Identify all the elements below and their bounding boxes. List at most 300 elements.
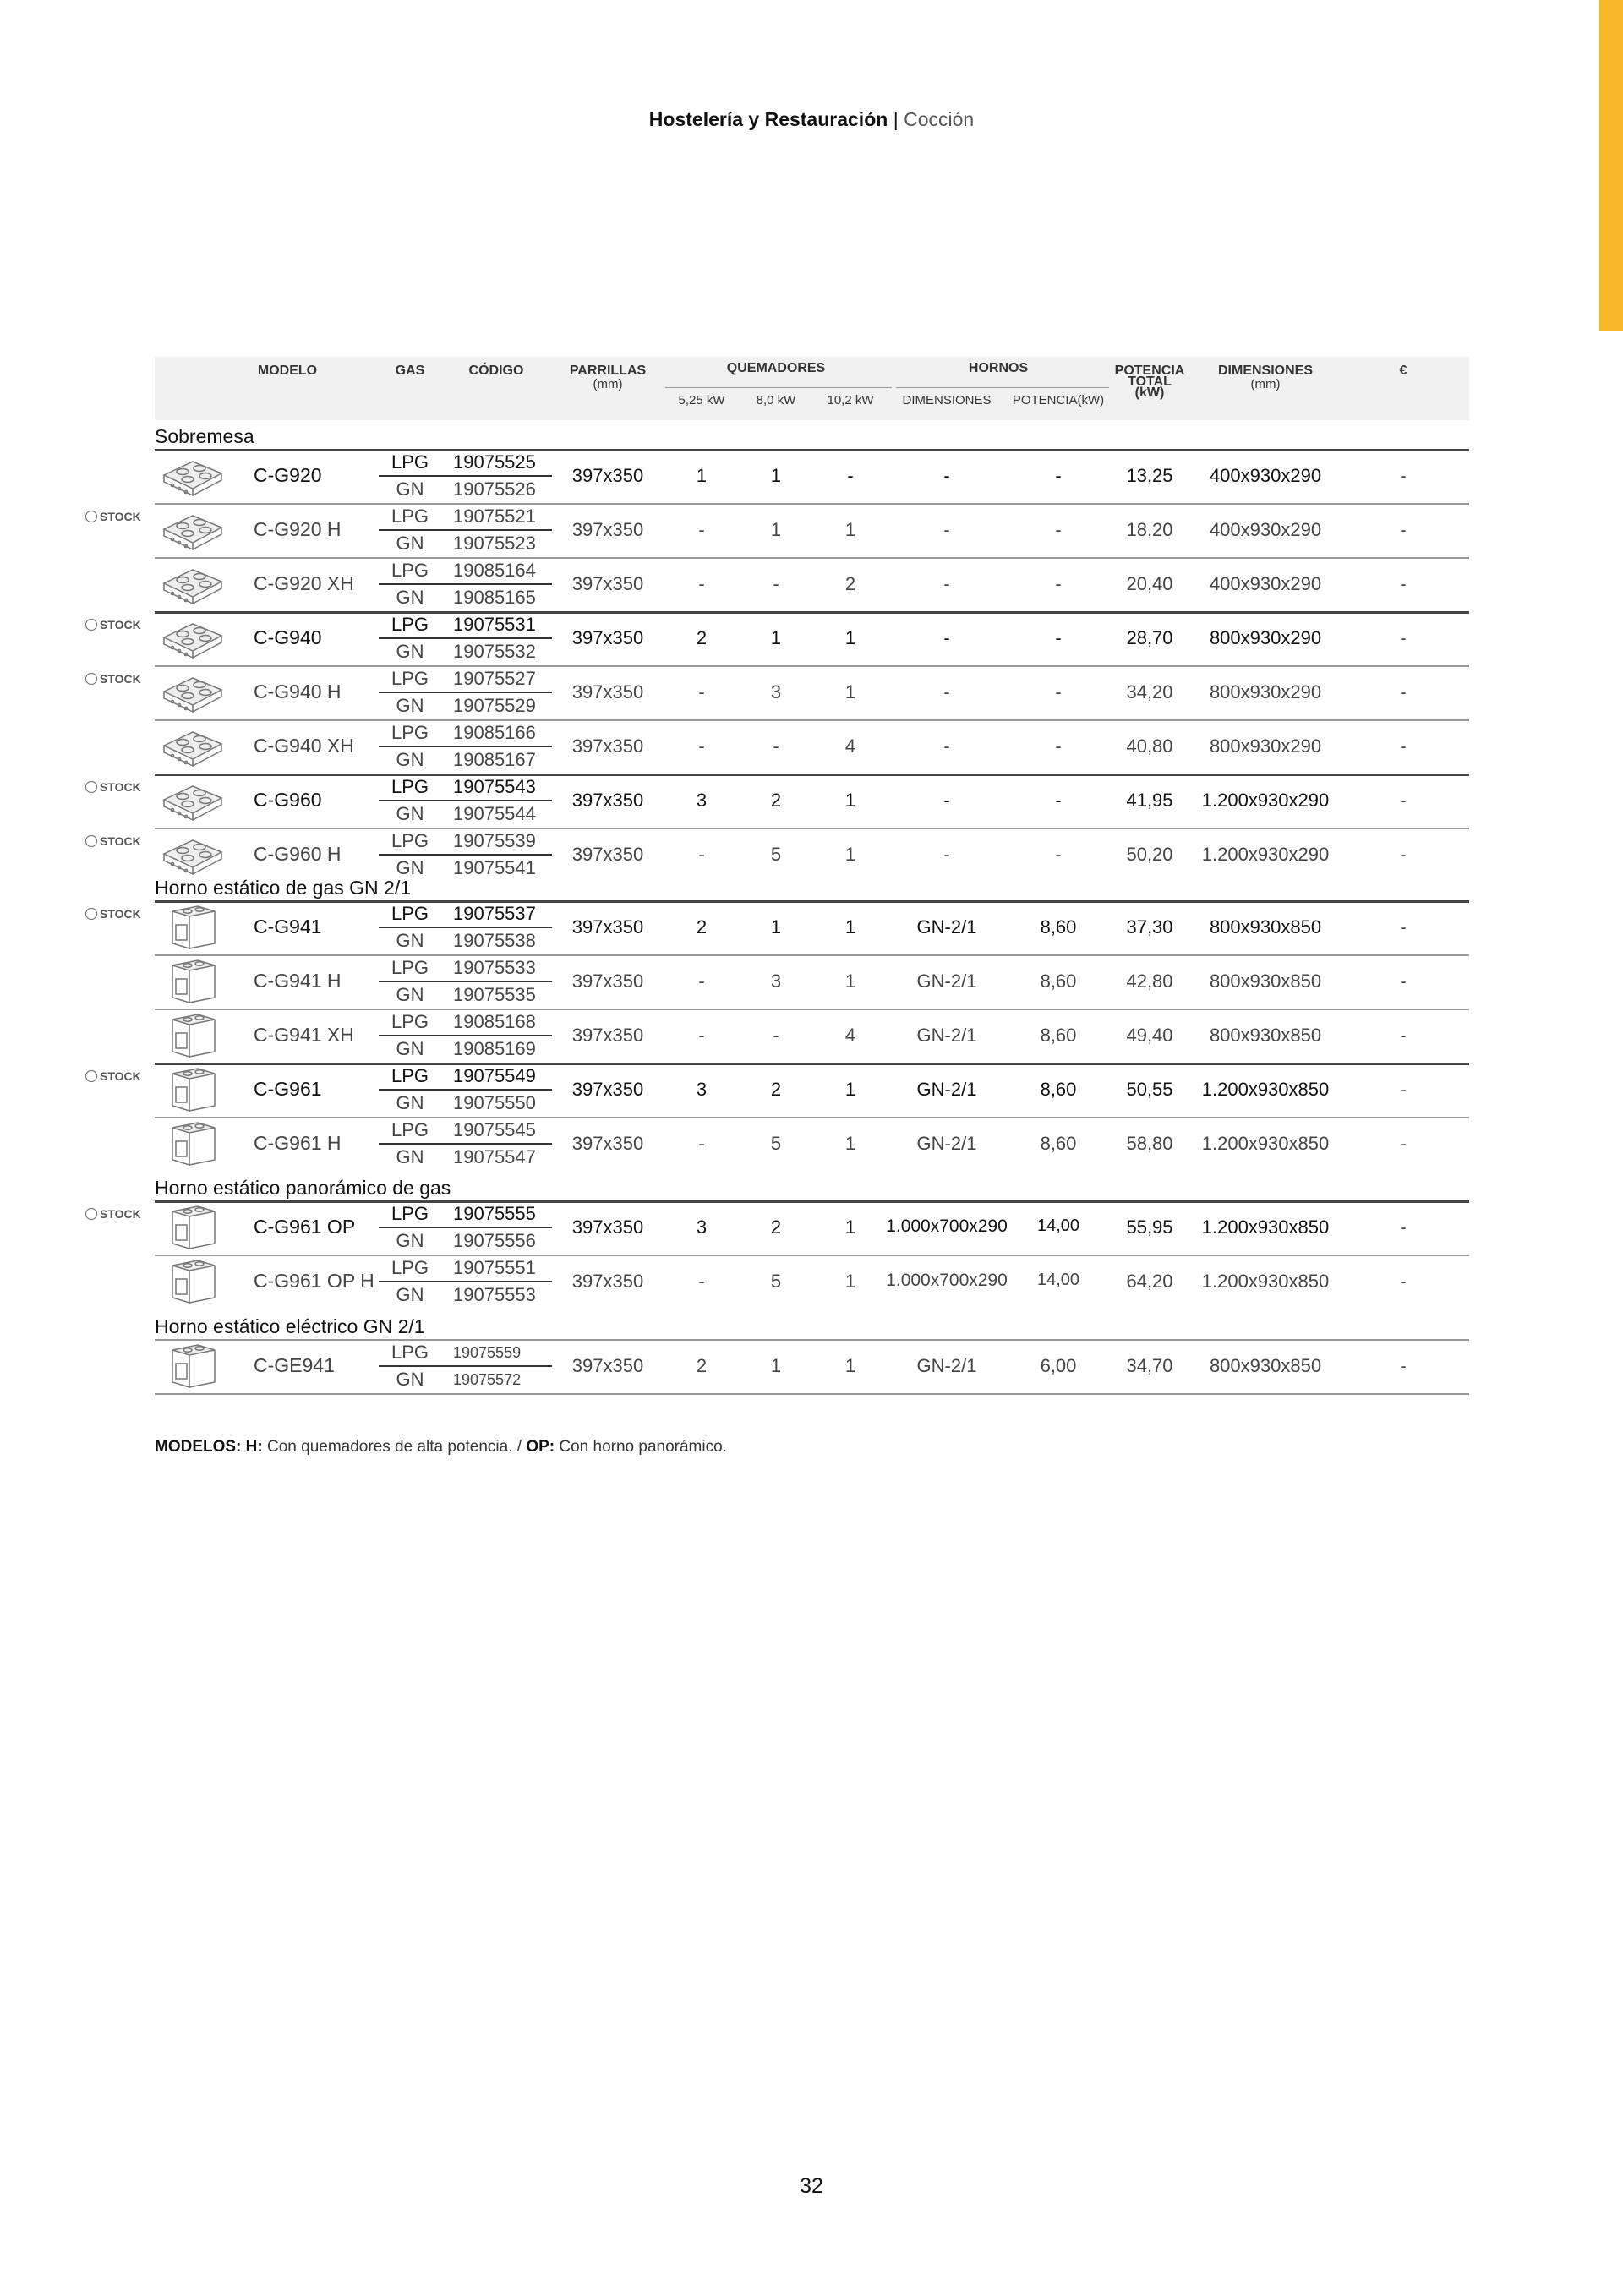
header-section: Hostelería y Restauración	[648, 108, 888, 130]
burner-525: 1	[696, 465, 708, 486]
oven-power: 6,00	[1040, 1355, 1077, 1376]
gas-type: LPG	[391, 668, 429, 689]
page-header	[0, 108, 1623, 131]
stock-label: STOCK	[100, 1207, 141, 1221]
total-power: 20,40	[1126, 573, 1173, 594]
price: -	[1400, 916, 1407, 938]
accent-tab	[1599, 0, 1623, 331]
product-code: 19085166	[453, 722, 536, 743]
gas-type: LPG	[391, 506, 429, 527]
burner-102: -	[847, 465, 854, 486]
product-image	[159, 1205, 227, 1250]
stock-label: STOCK	[100, 618, 141, 631]
footnote-op-text: Con horno panorámico.	[555, 1438, 727, 1456]
gas-type: LPG	[391, 830, 429, 851]
burner-102: 1	[844, 1271, 856, 1292]
dimensions: 1.200x930x290	[1201, 844, 1330, 865]
model-name: C-G920 XH	[254, 572, 354, 594]
burner-80: 3	[770, 681, 782, 702]
gas-type: GN	[396, 1038, 424, 1059]
total-power: 50,55	[1126, 1079, 1173, 1100]
gas-divider	[379, 981, 552, 982]
stock-label: STOCK	[100, 1069, 141, 1083]
footnote-label: MODELOS:	[155, 1438, 242, 1456]
product-image	[159, 724, 227, 769]
dimensions: 800x930x850	[1209, 916, 1322, 938]
col-model: MODELO	[257, 364, 318, 378]
gas-divider	[379, 1035, 552, 1036]
stock-badge	[85, 834, 141, 848]
product-code: 19075551	[453, 1257, 536, 1278]
oven-power: -	[1055, 465, 1062, 486]
product-code: 19075553	[453, 1284, 536, 1305]
stock-badge	[85, 1069, 141, 1083]
header-separator: |	[888, 108, 904, 130]
burner-80: -	[773, 1025, 779, 1046]
stock-badge	[85, 1207, 141, 1221]
model-name: C-G920	[254, 464, 322, 486]
burner-525: -	[698, 519, 705, 540]
row-divider	[155, 1063, 1469, 1065]
model-name: C-G940 XH	[254, 735, 354, 757]
col-power-3: (kW)	[1134, 385, 1165, 400]
oven-dimensions: GN-2/1	[916, 1133, 977, 1154]
total-power: 40,80	[1126, 735, 1173, 757]
check-icon	[85, 1208, 97, 1220]
product-code: 19075539	[453, 830, 536, 851]
row-divider	[155, 1200, 1469, 1203]
grill-size: 397x350	[571, 627, 644, 648]
price: -	[1400, 790, 1407, 811]
product-code: 19075521	[453, 506, 536, 527]
burner-80: 3	[770, 970, 782, 992]
gas-type: LPG	[391, 614, 429, 635]
col-oven-dim: DIMENSIONES	[902, 393, 992, 407]
dimensions: 800x930x850	[1209, 1355, 1322, 1376]
dimensions: 800x930x290	[1209, 627, 1322, 648]
ovens-divider	[896, 387, 1109, 388]
model-name: C-G960 H	[254, 843, 342, 865]
dimensions: 800x930x290	[1209, 735, 1322, 757]
gas-type: GN	[396, 1146, 424, 1167]
product-code: 19075545	[453, 1119, 536, 1140]
burner-525: -	[698, 573, 705, 594]
price: -	[1400, 1216, 1407, 1238]
gas-type: LPG	[391, 1065, 429, 1086]
col-oven-power: POTENCIA(kW)	[1012, 393, 1105, 407]
price: -	[1400, 1133, 1407, 1154]
product-code: 19085167	[453, 749, 536, 770]
model-name: C-G940	[254, 626, 322, 648]
burner-525: 3	[696, 790, 708, 811]
gas-divider	[379, 854, 552, 856]
gas-type: GN	[396, 1092, 424, 1113]
grill-size: 397x350	[571, 916, 644, 938]
product-image	[159, 670, 227, 715]
model-name: C-G940 H	[254, 681, 342, 702]
burner-80: 1	[770, 465, 782, 486]
burner-102: 4	[844, 1025, 856, 1046]
oven-dimensions: -	[943, 735, 950, 757]
burner-80: 1	[770, 1355, 782, 1376]
burner-80: -	[773, 573, 779, 594]
burner-525: -	[698, 844, 705, 865]
gas-type: GN	[396, 478, 424, 500]
burner-102: 4	[844, 735, 856, 757]
gas-divider	[379, 927, 552, 928]
dimensions: 1.200x930x850	[1201, 1133, 1330, 1154]
gas-divider	[379, 746, 552, 747]
gas-divider	[379, 1227, 552, 1228]
oven-power: 8,60	[1040, 916, 1077, 938]
burner-80: 1	[770, 916, 782, 938]
price: -	[1400, 1079, 1407, 1100]
gas-divider	[379, 800, 552, 801]
gas-type: LPG	[391, 1119, 429, 1140]
burner-525: 3	[696, 1216, 708, 1238]
total-power: 34,70	[1126, 1355, 1173, 1376]
product-image	[159, 561, 227, 607]
product-code: 19085168	[453, 1011, 536, 1032]
burner-102: 1	[844, 916, 856, 938]
gas-type: GN	[396, 533, 424, 554]
total-power: 49,40	[1126, 1025, 1173, 1046]
total-power: 28,70	[1126, 627, 1173, 648]
burner-102: 1	[844, 1079, 856, 1100]
grill-size: 397x350	[571, 1271, 644, 1292]
col-price: €	[1399, 364, 1407, 378]
col-burner-1: 5,25 kW	[678, 393, 725, 407]
model-name: C-G941 H	[254, 970, 342, 992]
product-code: 19075529	[453, 695, 536, 716]
gas-type: GN	[396, 930, 424, 951]
product-code: 19075547	[453, 1146, 536, 1167]
gas-type: GN	[396, 803, 424, 824]
row-divider	[155, 557, 1469, 559]
product-image	[159, 615, 227, 661]
grill-size: 397x350	[571, 790, 644, 811]
price: -	[1400, 844, 1407, 865]
product-code: 19075531	[453, 614, 536, 635]
total-power: 50,20	[1126, 844, 1173, 865]
oven-power: 14,00	[1036, 1216, 1080, 1235]
stock-label: STOCK	[100, 780, 141, 794]
product-image	[159, 507, 227, 553]
oven-dimensions: GN-2/1	[916, 1025, 977, 1046]
total-power: 18,20	[1126, 519, 1173, 540]
col-burner-3: 10,2 kW	[827, 393, 874, 407]
product-code: 19075572	[453, 1371, 522, 1388]
product-image	[159, 1067, 227, 1112]
stock-label: STOCK	[100, 672, 141, 686]
gas-type: LPG	[391, 1342, 429, 1363]
total-power: 37,30	[1126, 916, 1173, 938]
burner-102: 1	[844, 681, 856, 702]
product-code: 19075550	[453, 1092, 536, 1113]
price: -	[1400, 573, 1407, 594]
gas-type: GN	[396, 1230, 424, 1251]
grill-size: 397x350	[571, 1079, 644, 1100]
gas-divider	[379, 529, 552, 531]
footnote	[155, 1438, 727, 1457]
product-image	[159, 1259, 227, 1304]
product-code: 19075556	[453, 1230, 536, 1251]
oven-power: 8,60	[1040, 1025, 1077, 1046]
oven-power: -	[1055, 519, 1062, 540]
product-image	[159, 778, 227, 823]
dimensions: 1.200x930x850	[1201, 1216, 1330, 1238]
oven-power: -	[1055, 627, 1062, 648]
price: -	[1400, 627, 1407, 648]
product-code: 19075535	[453, 984, 536, 1005]
burner-80: 2	[770, 790, 782, 811]
product-code: 19075541	[453, 857, 536, 878]
section-title: Sobremesa	[155, 425, 254, 447]
col-burner-2: 8,0 kW	[756, 393, 796, 407]
row-divider	[155, 665, 1469, 667]
footnote-h-key: H:	[245, 1438, 263, 1456]
grill-size: 397x350	[571, 573, 644, 594]
gas-type: GN	[396, 1284, 424, 1305]
oven-power: -	[1055, 735, 1062, 757]
price: -	[1400, 519, 1407, 540]
product-code: 19075549	[453, 1065, 536, 1086]
row-divider	[155, 1117, 1469, 1118]
total-power: 55,95	[1126, 1216, 1173, 1238]
oven-power: -	[1055, 573, 1062, 594]
row-divider	[155, 954, 1469, 956]
burner-80: -	[773, 735, 779, 757]
product-code: 19075526	[453, 478, 536, 500]
oven-dimensions: -	[943, 573, 950, 594]
check-icon	[85, 511, 97, 522]
row-divider	[155, 1009, 1469, 1010]
price: -	[1400, 970, 1407, 992]
stock-label: STOCK	[100, 907, 141, 921]
oven-dimensions: -	[943, 465, 950, 486]
col-power-2: TOTAL	[1128, 374, 1172, 389]
check-icon	[85, 781, 97, 793]
model-name: C-G961	[254, 1078, 322, 1100]
row-divider	[155, 449, 1469, 451]
stock-badge	[85, 618, 141, 631]
grill-size: 397x350	[571, 519, 644, 540]
burner-525: -	[698, 1025, 705, 1046]
total-power: 34,20	[1126, 681, 1173, 702]
product-image	[159, 832, 227, 877]
row-divider	[155, 611, 1469, 614]
row-divider	[155, 900, 1469, 903]
burner-525: 2	[696, 916, 708, 938]
col-dims-unit: (mm)	[1250, 377, 1281, 391]
gas-type: GN	[396, 641, 424, 662]
gas-type: LPG	[391, 1011, 429, 1032]
oven-power: -	[1055, 681, 1062, 702]
gas-divider	[379, 583, 552, 585]
dimensions: 400x930x290	[1209, 573, 1322, 594]
row-divider	[155, 1255, 1469, 1256]
dimensions: 1.200x930x290	[1201, 790, 1330, 811]
section-title: Horno estático de gas GN 2/1	[155, 877, 411, 899]
price: -	[1400, 1271, 1407, 1292]
oven-power: -	[1055, 844, 1062, 865]
burner-102: 1	[844, 1355, 856, 1376]
burner-80: 2	[770, 1079, 782, 1100]
product-code: 19075537	[453, 903, 536, 924]
gas-type: LPG	[391, 722, 429, 743]
burner-80: 1	[770, 519, 782, 540]
gas-divider	[379, 1365, 552, 1367]
gas-type: GN	[396, 984, 424, 1005]
header-subsection: Cocción	[904, 108, 975, 130]
row-divider	[155, 719, 1469, 721]
product-image	[159, 453, 227, 499]
dimensions: 400x930x290	[1209, 465, 1322, 486]
gas-type: LPG	[391, 776, 429, 797]
product-code: 19075533	[453, 957, 536, 978]
total-power: 58,80	[1126, 1133, 1173, 1154]
stock-label: STOCK	[100, 834, 141, 848]
burner-80: 5	[770, 844, 782, 865]
model-name: C-G920 H	[254, 518, 342, 540]
product-code: 19075525	[453, 451, 536, 473]
product-code: 19085165	[453, 587, 536, 608]
oven-power: 8,60	[1040, 970, 1077, 992]
row-divider	[155, 1393, 1469, 1395]
row-divider	[155, 1339, 1469, 1341]
dimensions: 800x930x850	[1209, 1025, 1322, 1046]
grill-size: 397x350	[571, 1133, 644, 1154]
gas-type: LPG	[391, 1203, 429, 1224]
product-code: 19075555	[453, 1203, 536, 1224]
oven-dimensions: 1.000x700x290	[886, 1216, 1008, 1236]
grill-size: 397x350	[571, 465, 644, 486]
stock-badge	[85, 672, 141, 686]
check-icon	[85, 835, 97, 847]
total-power: 13,25	[1126, 465, 1173, 486]
burner-525: 3	[696, 1079, 708, 1100]
gas-type: LPG	[391, 1257, 429, 1278]
model-name: C-G961 OP	[254, 1216, 356, 1238]
burner-525: -	[698, 735, 705, 757]
product-code: 19085164	[453, 560, 536, 581]
section-title: Horno estático eléctrico GN 2/1	[155, 1315, 425, 1337]
stock-badge	[85, 907, 141, 921]
price: -	[1400, 1355, 1407, 1376]
product-code: 19075538	[453, 930, 536, 951]
total-power: 41,95	[1126, 790, 1173, 811]
row-divider	[155, 774, 1469, 776]
oven-power: 14,00	[1036, 1271, 1080, 1289]
stock-badge	[85, 510, 141, 523]
burner-80: 5	[770, 1271, 782, 1292]
total-power: 64,20	[1126, 1271, 1173, 1292]
model-name: C-G941	[254, 916, 322, 938]
footnote-h-text: Con quemadores de alta potencia. /	[262, 1438, 527, 1456]
product-code: 19075532	[453, 641, 536, 662]
page-number: 32	[800, 2174, 823, 2198]
col-burners: QUEMADORES	[726, 361, 826, 375]
grill-size: 397x350	[571, 1216, 644, 1238]
oven-dimensions: GN-2/1	[916, 1355, 977, 1376]
product-image	[159, 1013, 227, 1058]
col-dims: DIMENSIONES	[1217, 364, 1314, 378]
dimensions: 800x930x850	[1209, 970, 1322, 992]
gas-divider	[379, 1089, 552, 1091]
price: -	[1400, 681, 1407, 702]
product-code: 19075523	[453, 533, 536, 554]
grill-size: 397x350	[571, 1355, 644, 1376]
oven-dimensions: -	[943, 790, 950, 811]
gas-type: GN	[396, 1369, 424, 1390]
gas-divider	[379, 1143, 552, 1145]
burner-525: -	[698, 1271, 705, 1292]
grill-size: 397x350	[571, 970, 644, 992]
price: -	[1400, 735, 1407, 757]
grill-size: 397x350	[571, 844, 644, 865]
gas-divider	[379, 692, 552, 693]
burner-102: 1	[844, 627, 856, 648]
oven-power: 8,60	[1040, 1133, 1077, 1154]
check-icon	[85, 619, 97, 631]
product-image	[159, 959, 227, 1004]
check-icon	[85, 908, 97, 920]
stock-badge	[85, 780, 141, 794]
burner-102: 1	[844, 844, 856, 865]
product-code: 19075543	[453, 776, 536, 797]
burner-80: 5	[770, 1133, 782, 1154]
oven-dimensions: -	[943, 627, 950, 648]
product-code: 19085169	[453, 1038, 536, 1059]
burners-divider	[665, 387, 892, 388]
burner-525: -	[698, 681, 705, 702]
model-name: C-G961 H	[254, 1132, 342, 1154]
burner-525: 2	[696, 627, 708, 648]
product-image	[159, 905, 227, 950]
gas-type: GN	[396, 857, 424, 878]
oven-dimensions: -	[943, 519, 950, 540]
model-name: C-G941 XH	[254, 1024, 354, 1046]
burner-102: 2	[844, 573, 856, 594]
burner-102: 1	[844, 790, 856, 811]
dimensions: 1.200x930x850	[1201, 1079, 1330, 1100]
col-power-1: POTENCIA	[1114, 364, 1185, 378]
gas-type: LPG	[391, 957, 429, 978]
gas-divider	[379, 475, 552, 477]
check-icon	[85, 1070, 97, 1082]
gas-type: GN	[396, 749, 424, 770]
check-icon	[85, 673, 97, 685]
dimensions: 400x930x290	[1209, 519, 1322, 540]
oven-power: -	[1055, 790, 1062, 811]
burner-525: 2	[696, 1355, 708, 1376]
gas-type: GN	[396, 695, 424, 716]
oven-dimensions: GN-2/1	[916, 970, 977, 992]
dimensions: 800x930x290	[1209, 681, 1322, 702]
product-code: 19075527	[453, 668, 536, 689]
oven-dimensions: GN-2/1	[916, 1079, 977, 1100]
section-title: Horno estático panorámico de gas	[155, 1177, 451, 1199]
grill-size: 397x350	[571, 1025, 644, 1046]
price: -	[1400, 465, 1407, 486]
product-image	[159, 1121, 227, 1167]
burner-525: -	[698, 1133, 705, 1154]
gas-type: LPG	[391, 903, 429, 924]
gas-divider	[379, 1281, 552, 1282]
burner-102: 1	[844, 1216, 856, 1238]
col-gas: GAS	[395, 364, 425, 378]
total-power: 42,80	[1126, 970, 1173, 992]
